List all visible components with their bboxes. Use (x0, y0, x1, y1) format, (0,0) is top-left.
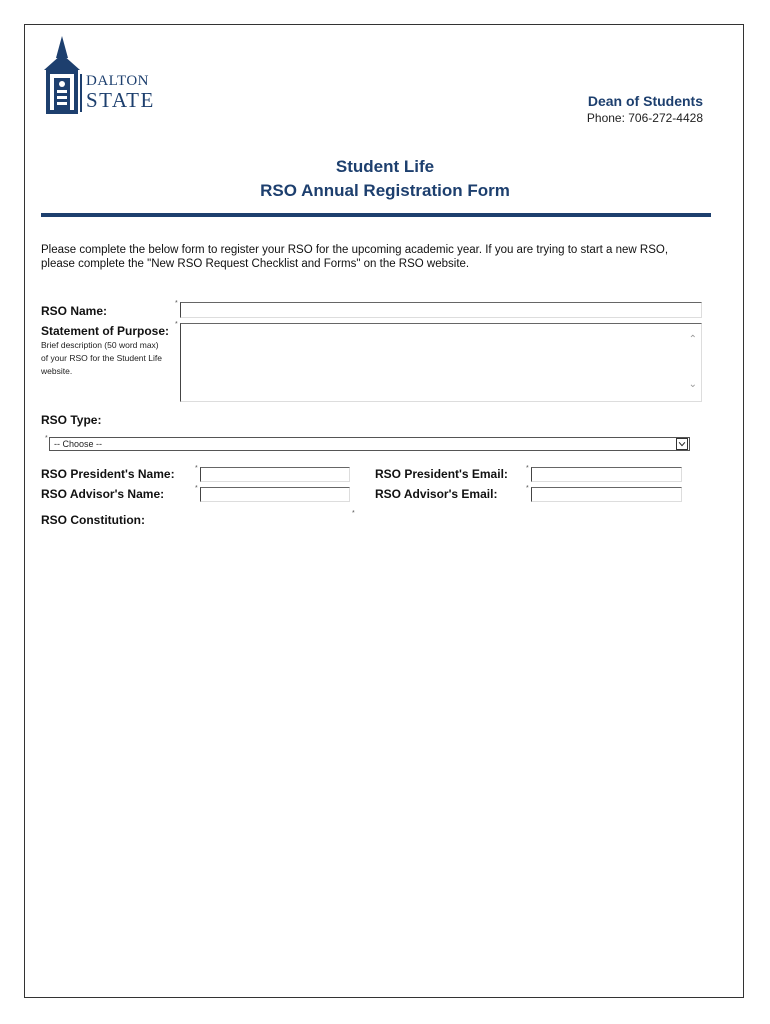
advisor-name-input[interactable] (200, 487, 350, 502)
header-divider (41, 213, 711, 217)
required-marker: * (175, 300, 178, 307)
president-email-input[interactable] (531, 467, 682, 482)
logo-wordmark (86, 74, 155, 111)
required-marker: * (195, 485, 198, 492)
required-marker: * (526, 465, 529, 472)
purpose-help-text: Brief description (50 word max) of your RSO for the Student Life website. (41, 340, 162, 376)
office-contact (587, 93, 703, 125)
president-email-label: RSO President's Email: (375, 467, 508, 481)
rso-type-selected: -- Choose -- (54, 439, 103, 449)
president-name-input[interactable] (200, 467, 350, 482)
required-marker: * (352, 510, 355, 517)
purpose-textarea[interactable] (180, 323, 702, 402)
rso-name-input[interactable] (180, 302, 702, 318)
advisor-email-input[interactable] (531, 487, 682, 502)
rso-type-select[interactable] (49, 437, 690, 451)
advisor-email-label: RSO Advisor's Email: (375, 487, 498, 501)
advisor-name-label: RSO Advisor's Name: (41, 487, 165, 501)
phone-number: Phone: 706-272-4428 (586, 111, 703, 125)
purpose-label: Statement of Purpose: (41, 324, 170, 338)
required-marker: * (526, 485, 529, 492)
form-title (0, 157, 770, 201)
scroll-down-icon[interactable]: ⌄ (688, 379, 697, 390)
title-line-2: RSO Annual Registration Form (260, 181, 510, 200)
chevron-down-icon[interactable] (676, 438, 688, 450)
department-name: Dean of Students (587, 93, 703, 109)
logo-line-2: STATE (86, 88, 155, 112)
required-marker: * (195, 465, 198, 472)
rso-type-label: RSO Type: (41, 413, 102, 427)
required-marker: * (175, 321, 178, 328)
intro-text: Please complete the below form to register your RSO for the upcoming academic year. If you are trying to start a new RSO, please complete the "New RSO Request Checklist and Forms" on the RSO website. (41, 244, 669, 270)
rso-name-label: RSO Name: (41, 304, 108, 318)
logo-line-1: DALTON (86, 73, 150, 89)
constitution-label: RSO Constitution: (41, 513, 145, 527)
required-marker: * (45, 435, 48, 442)
president-name-label: RSO President's Name: (41, 467, 175, 481)
title-line-1: Student Life (335, 157, 435, 176)
scroll-up-icon[interactable]: ⌃ (688, 334, 697, 345)
